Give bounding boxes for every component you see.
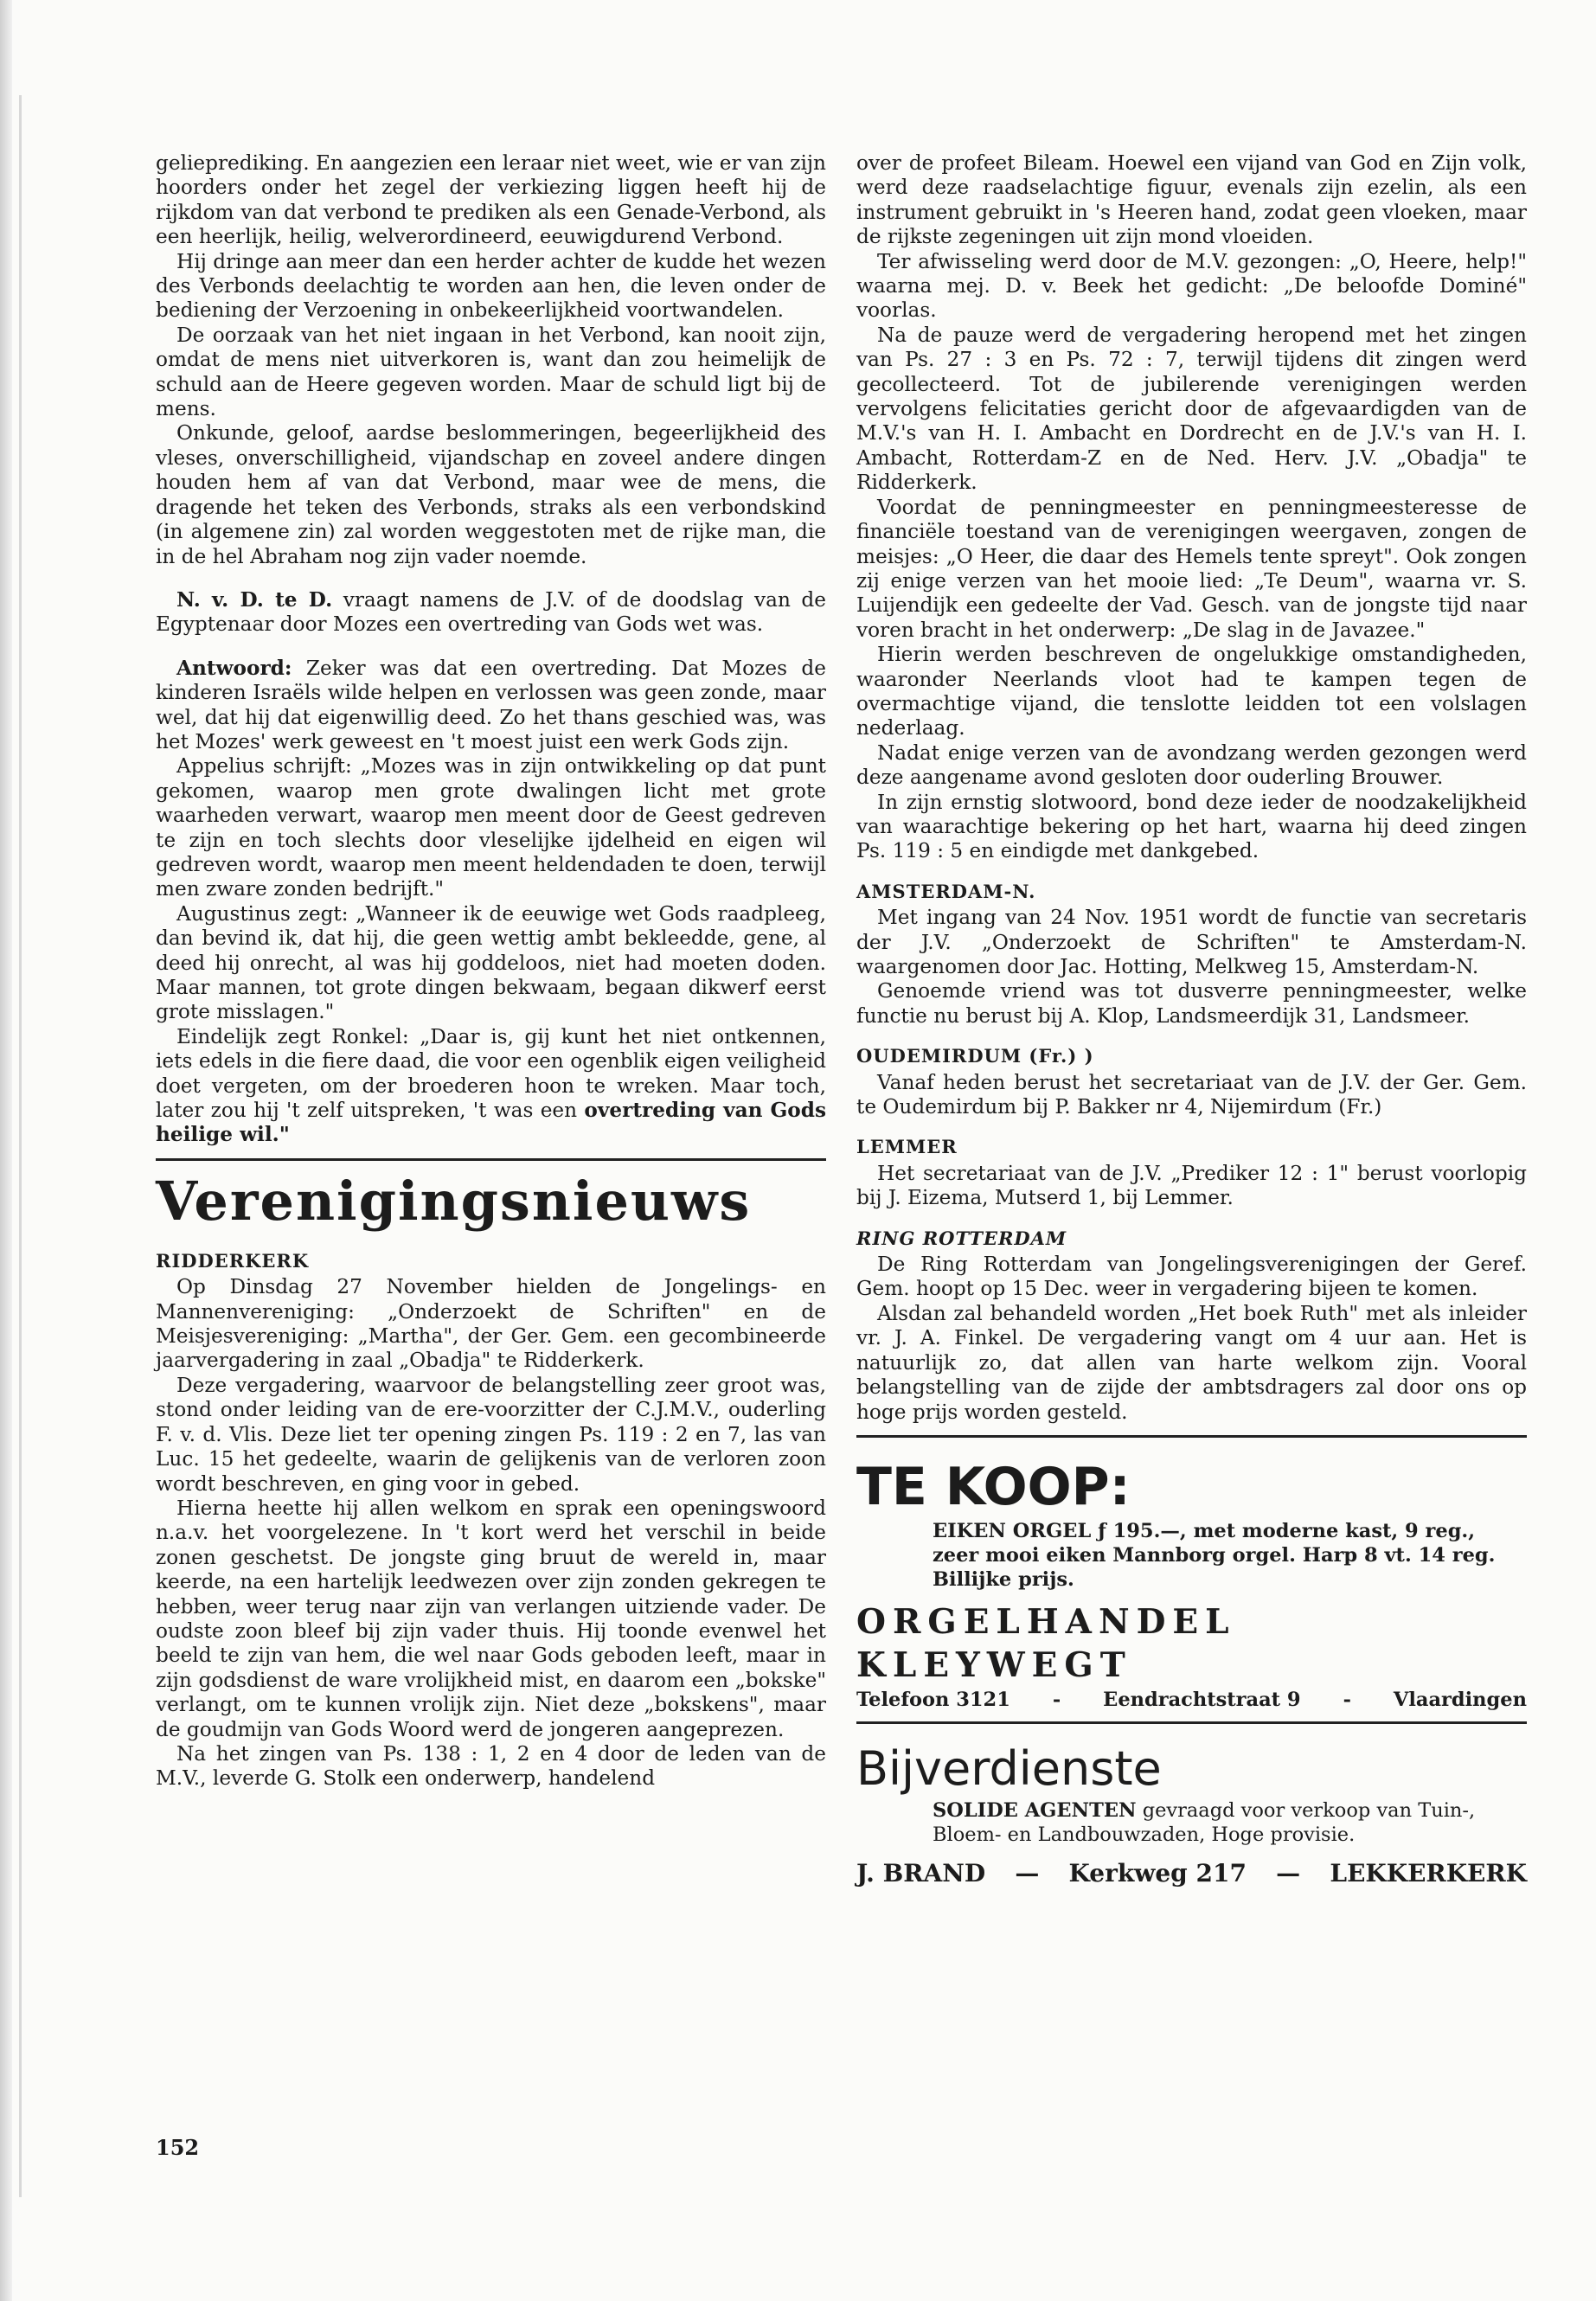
answer-label: Antwoord: bbox=[176, 656, 292, 680]
question-text: vraagt namens de J.V. of de doodslag van de Egyptenaar door Mozes een overtreding van Gods wet was. bbox=[156, 587, 826, 637]
paragraph: In zijn ernstig slotwoord, bond deze ieder de noodzakelijkheid van waarachtige bekering op het hart, waarna hij deed zingen Ps. 119 : 5 en eindigde met dankgebed. bbox=[856, 790, 1527, 863]
ad-divider bbox=[856, 1721, 1527, 1724]
answer bbox=[156, 657, 826, 755]
paragraph: Hierin werden beschreven de ongelukkige omstandigheden, waaronder Neerlands vloot had te kampen tegen de overmachtige vijand, die tenslotte leidden tot een volslagen nederlaag. bbox=[856, 643, 1527, 740]
ad-separator: — bbox=[1015, 1858, 1040, 1888]
question bbox=[156, 588, 826, 638]
paragraph: Onkunde, geloof, aardse beslommeringen, begeerlijkheid des vleses, onverschilligheid, vijandschap en zoveel andere dingen houden hem af van dat Verbond, maar wee de mens, die dragende het teken des Verbonds, straks als een verbondskind (in algemene zin) zal worden weggestoten met de rijke man, die in de hel Abraham nog zijn vader noemde. bbox=[156, 421, 826, 568]
ad-name: J. BRAND bbox=[856, 1858, 986, 1888]
paragraph: Voordat de penningmeester en penningmeesteresse de financiële toestand van de verenigingen weergaven, zongen de meisjes: „O Heer, die daar des Hemels tente spreyt". Ook zongen zij enige verzen van het mooie lied: „Te Deum", waarna vr. S. Luijendijk een gedeelte der Vad. Gesch. van de jongste tijd naar voren bracht in het onderwerp: „De slag in de Javazee." bbox=[856, 495, 1527, 642]
subsection-title bbox=[856, 1227, 1527, 1251]
paragraph: Na het zingen van Ps. 138 : 1, 2 en 4 door de leden van de M.V., leverde G. Stolk een onderwerp, handelend bbox=[156, 1741, 826, 1791]
question-sender: N. v. D. te D. bbox=[176, 587, 333, 612]
paragraph: Deze vergadering, waarvoor de belangstelling zeer groot was, stond onder leiding van de ere-voorzitter der C.J.M.V., ouderling F. v. d. Vlis. Deze liet ter opening zingen Ps. 119 : 2 en 7, las van Luc. 15 het gedeelte, waarin de gelijkenis van de verloren zoon wordt beschreven, en ging voor in gebed. bbox=[156, 1373, 826, 1496]
ad-phone: Telefoon 3121 bbox=[856, 1688, 1010, 1711]
page-number: 152 bbox=[156, 2135, 200, 2160]
paragraph: Vanaf heden berust het secretariaat van de J.V. der Ger. Gem. te Oudemirdum bij P. Bakker nr 4, Nijemirdum (Fr.) bbox=[856, 1070, 1527, 1119]
ad-street: Eendrachtstraat 9 bbox=[1103, 1688, 1301, 1711]
ad-separator: - bbox=[1343, 1688, 1351, 1711]
paragraph: Het secretariaat van de J.V. „Prediker 12 : 1" berust voorlopig bij J. Eizema, Mutserd 1, bij Lemmer. bbox=[856, 1161, 1527, 1210]
paragraph: Augustinus zegt: „Wanneer ik de eeuwige wet Gods raadpleeg, dan bevind ik, dat hij, die geen wettig ambt bekleedde, gene, al deed hij onrecht, al was hij goddeloos, niet had moeten doden. Maar mannen, tot grote dingen bekwaam, begaan dikwerf eerst grote misslagen." bbox=[156, 901, 826, 1024]
paragraph: Op Dinsdag 27 November hielden de Jongelings- en Mannenvereniging: „Onderzoekt de Schriften" en de Meisjesvereniging: „Martha", der Ger. Gem. een gecombineerde jaarvergadering in zaal „Obadja" te Ridderkerk. bbox=[156, 1275, 826, 1373]
paragraph: Met ingang van 24 Nov. 1951 wordt de functie van secretaris der J.V. „Onderzoekt de Schriften" te Amsterdam-N. waargenomen door Jac. Hotting, Melkweg 15, Amsterdam-N. bbox=[856, 906, 1527, 978]
ad-body-text: gevraagd voor verkoop van Tuin-, Bloem- en Landbouwzaden, Hoge provisie. bbox=[933, 1798, 1476, 1846]
scan-binding-line bbox=[19, 95, 22, 2197]
ad-city: Vlaardingen bbox=[1393, 1688, 1527, 1711]
paragraph: Hierna heette hij allen welkom en sprak een openingswoord n.a.v. het voorgelezene. In 't kort werd het verschil in beide zonen geschetst. De jongste ging bruut de wereld in, maar keerde, na een hartelijk leedwezen over zijn zonden gekregen te hebben, weer terug naar zijn van verlangen uitziende vader. De oudste zoon bleef bij zijn vader thuis. Hij toonde evenwel het beeld te zijn van hem, die wel naar Gods geboden leeft, maar in zijn godsdienst de ware vrolijkheid mist, en daarom een „bokske" verlangt, om te kunnen vrolijk zijn. Niet deze „bokskens", maar de goudmijn van Gods Woord werd de jongeren aangeprezen. bbox=[156, 1496, 826, 1741]
subsection-title: OUDEMIRDUM (Fr.) ) bbox=[856, 1045, 1094, 1067]
ad-city: LEKKERKERK bbox=[1330, 1858, 1527, 1888]
ad-contact-line bbox=[856, 1856, 1527, 1892]
paragraph: Alsdan zal behandeld worden „Het boek Ruth" met als inleider vr. J. A. Finkel. De vergadering vangt om 4 uur aan. Het is natuurlijk zo, dat allen van harte welkom zijn. Vooral belangstelling van de zijde der ambtsdragers zal door ons op hoge prijs worden gesteld. bbox=[856, 1301, 1527, 1424]
ad-title: TE KOOP: bbox=[856, 1456, 1131, 1517]
paragraph: gelieprediking. En aangezien een leraar niet weet, wie er van zijn hoorders onder het zegel der verkiezing liggen heeft hij de rijkdom van dat verbond te prediken als een Genade-Verbond, als een heerlijk, heilig, welverordineerd, eeuwigdurend Verbond. bbox=[156, 151, 826, 249]
paragraph: De Ring Rotterdam van Jongelingsverenigingen der Geref. Gem. hoopt op 15 Dec. weer in vergadering bijeen te komen. bbox=[856, 1253, 1527, 1301]
ad-title: Bijverdienste bbox=[856, 1740, 1162, 1796]
ad-contact-line bbox=[856, 1687, 1527, 1713]
answer-text: Zeker was dat een overtreding. Dat Mozes de kinderen Israëls wilde helpen en verlossen was geen zonde, maar wel, dat hij dat eigenwillig deed. Zo het thans geschied was, was het Mozes' werk geweest en 't moest juist een werk Gods zijn. bbox=[156, 656, 826, 753]
paragraph: Ter afwisseling werd door de M.V. gezongen: „O, Heere, help!" waarna mej. D. v. Beek het gedicht: „De beloofde Dominé" voorlas. bbox=[856, 249, 1527, 323]
ad-body bbox=[856, 1798, 1527, 1847]
paragraph: Genoemde vriend was tot dusverre penningmeester, welke functie nu berust bij A. Klop, Landsmeerdijk 31, Landsmeer. bbox=[856, 979, 1527, 1028]
scan-edge bbox=[0, 0, 12, 2301]
paragraph bbox=[156, 1025, 826, 1148]
ad-divider bbox=[856, 1435, 1527, 1438]
paragraph-emphasis: overtreding van Gods heilige wil." bbox=[156, 1099, 827, 1147]
subsection-title: AMSTERDAM-N. bbox=[856, 880, 1036, 902]
paragraph: Nadat enige verzen van de avondzang werden gezongen werd deze aangename avond gesloten door ouderling Brouwer. bbox=[856, 740, 1527, 790]
left-column bbox=[156, 151, 826, 1791]
paragraph: Appelius schrijft: „Mozes was in zijn ontwikkeling op dat punt gekomen, waarop men grote dwalingen licht met grote waarheden verwart, waarop men meent door de Geest gedreven te zijn en toch slechts door vleselijke ijdelheid en eigen wil gedreven wordt, waarop men meent heldendaden te doen, terwijl men zware zonden bedrijft." bbox=[156, 754, 826, 901]
ad-separator: - bbox=[1052, 1688, 1061, 1711]
ad-company-name: ORGELHANDEL KLEYWEGT bbox=[856, 1601, 1236, 1685]
paragraph: Na de pauze werd de vergadering heropend met het zingen van Ps. 27 : 3 en Ps. 72 : 7, terwijl tijdens dit zingen werd gecollecteerd. Tot de jubilerende verenigingen werden vervolgens felicitaties gericht door de afgevaardigden van de M.V.'s van H. I. Ambacht en Dordrecht en de J.V.'s van H. I. Ambacht, Rotterdam-Z en de Ned. Herv. J.V. „Obadja" te Ridderkerk. bbox=[856, 323, 1527, 495]
paragraph: Hij dringe aan meer dan een herder achter de kudde het wezen des Verbonds deelachtig te worden aan hen, die leven onder de bediening der Verzoening in onbekeerlijkheid voortwandelen. bbox=[156, 249, 826, 323]
right-column bbox=[856, 151, 1527, 1892]
section-heading: Verenigingsnieuws bbox=[156, 1169, 752, 1233]
subsection-title: RIDDERKERK bbox=[156, 1249, 310, 1272]
section-divider bbox=[156, 1158, 826, 1161]
subsection-title-text: RING ROTTERDAM bbox=[856, 1227, 1067, 1249]
paragraph-text: Eindelijk zegt Ronkel: „Daar is, gij kunt het niet ontkennen, iets edels in die fiere daad, die voor een ogenblik eigen veiligheid doet vergeten, om der broederen hoon te wreken. Maar toch, later zou hij 't zelf uitspreken, 't was een bbox=[156, 1024, 826, 1123]
advertisement-te-koop bbox=[856, 1457, 1527, 1713]
ad-body-emphasis: SOLIDE AGENTEN bbox=[933, 1798, 1137, 1822]
paragraph: over de profeet Bileam. Hoewel een vijand van God en Zijn volk, werd deze raadselachtige figuur, evenals zijn ezelin, als een instrument gebruikt in 's Heeren hand, zodat geen vloeken, maar de rijkste zegeningen uit zijn mond vloeiden. bbox=[856, 151, 1527, 249]
subsection-title: LEMMER bbox=[856, 1136, 958, 1158]
advertisement-bijverdienste bbox=[856, 1741, 1527, 1892]
paragraph: De oorzaak van het niet ingaan in het Verbond, kan nooit zijn, omdat de mens niet uitverkoren is, want dan zou heimelijk de schuld aan de Heere gegeven worden. Maar de schuld ligt bij de mens. bbox=[156, 323, 826, 421]
ad-street: Kerkweg 217 bbox=[1068, 1858, 1247, 1888]
ad-separator: — bbox=[1276, 1858, 1301, 1888]
ad-body: EIKEN ORGEL ƒ 195.—, met moderne kast, 9 reg., zeer mooi eiken Mannborg orgel. Harp 8 vt. 14 reg. Billijke prijs. bbox=[933, 1519, 1496, 1591]
